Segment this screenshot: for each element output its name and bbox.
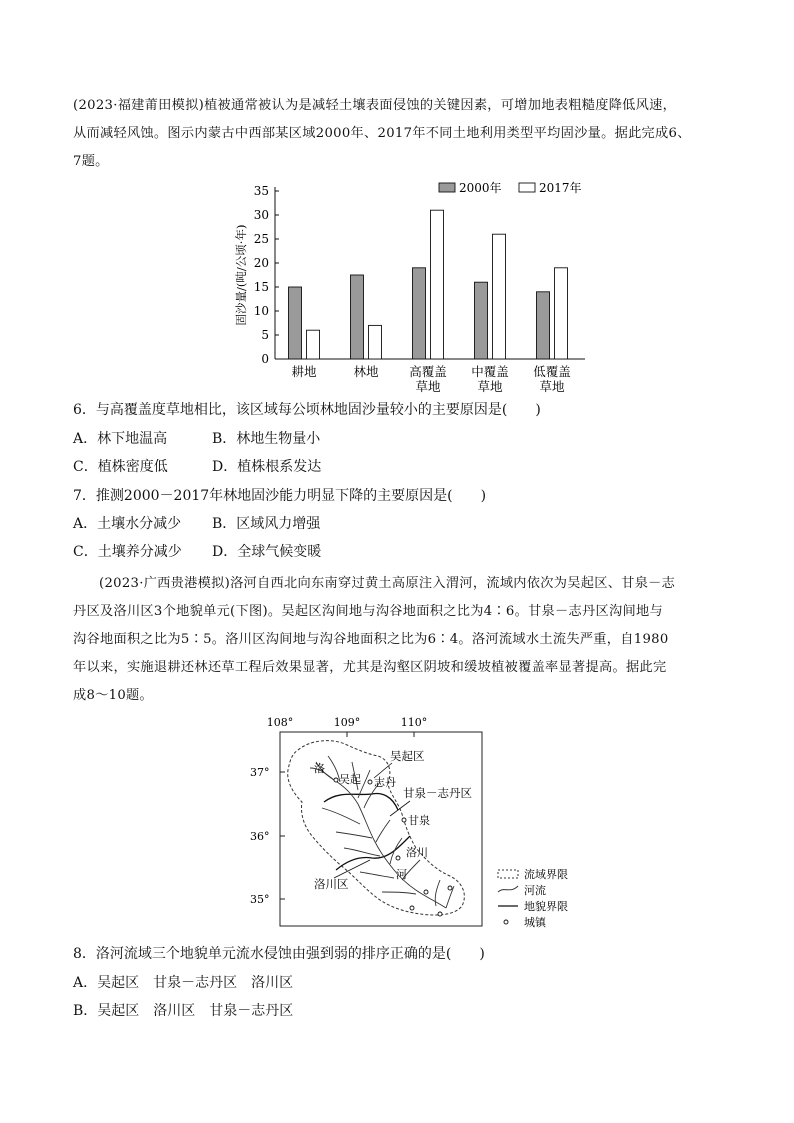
q6-option-c[interactable]: C．植株密度低 (73, 459, 168, 475)
x-tick-label: 低覆盖 (533, 364, 571, 379)
lon-label-108: 108° (266, 716, 294, 729)
x-tick-label: 耕地 (291, 364, 317, 379)
question-7-stem: 7．推测2000－2017年林地固沙能力明显下降的主要原因是( ) (73, 488, 487, 504)
lat-label-36: 36° (250, 830, 270, 843)
bar-2017 (493, 234, 506, 359)
sand-fixation-bar-chart (225, 175, 625, 400)
intro-paragraph-1 (73, 92, 723, 176)
question-8-stem: 8．洛河流域三个地貌单元流水侵蚀由强到弱的排序正确的是( ) (73, 946, 485, 962)
label-zhidan: 志丹 (374, 776, 396, 789)
intro2-line4: 年以来，实施退耕还林还草工程后效果显著，尤其是沟壑区阴坡和缓坡植被覆盖率显著提高。据此完 (73, 660, 667, 675)
legend-river-text: 河流 (524, 884, 546, 897)
legend-label-0: 2000年 (459, 181, 502, 195)
bar-2000 (289, 287, 302, 359)
lat-label-37: 37° (250, 766, 270, 779)
legend-boundary-text: 流域界限 (524, 868, 568, 881)
x-tick-label: 草地 (539, 379, 565, 394)
intro1-line3: 7题。 (73, 154, 109, 169)
bar-2000 (413, 268, 426, 359)
x-tick-label: 林地 (353, 364, 379, 379)
q7-option-d[interactable]: D．全球气候变暖 (212, 544, 322, 560)
legend-boundary-swatch (498, 870, 518, 878)
bar-2000 (537, 292, 550, 359)
intro1-line2: 从而减轻风蚀。图示内蒙古中西部某区域2000年、2017年不同土地利用类型平均固沙量。据此完成6、 (73, 126, 691, 141)
lon-label-109: 109° (333, 716, 361, 729)
legend-river-swatch (498, 886, 518, 892)
y-tick-label: 5 (261, 328, 269, 342)
q7-option-c[interactable]: C．土壤养分减少 (73, 544, 182, 560)
q8-option-b[interactable]: B．吴起区 洛川区 甘泉－志丹区 (73, 1003, 294, 1019)
y-tick-label: 15 (253, 280, 269, 294)
landform-boundary-1 (324, 794, 398, 810)
legend-swatch-0 (439, 183, 455, 192)
bar-2000 (351, 275, 364, 359)
lat-label-35: 35° (250, 893, 270, 906)
q6-option-a[interactable]: A．林下地温高 (73, 431, 168, 447)
map-frame (280, 732, 482, 926)
y-axis-label: 固沙量/(吨/公顷·年) (234, 224, 248, 326)
label-wuqi: 吴起 (339, 773, 361, 786)
map-legend (498, 867, 568, 929)
bar-2017 (555, 268, 568, 359)
y-tick-label: 0 (261, 352, 269, 366)
leader-luochuan (334, 860, 370, 878)
luohe-basin-map (240, 710, 600, 935)
q7-option-b[interactable]: B．区域风力增强 (212, 516, 321, 532)
legend-landform-text: 地貌界限 (524, 900, 568, 913)
landform-boundary-2 (336, 836, 410, 870)
y-tick-label: 10 (253, 304, 269, 318)
x-tick-label: 草地 (477, 379, 503, 394)
x-tick-label: 中覆盖 (471, 364, 509, 379)
q6-option-b[interactable]: B．林地生物量小 (212, 431, 321, 447)
region-label-luochuan: 洛川区 (314, 877, 349, 891)
bar-2017 (431, 210, 444, 359)
legend-town-swatch (504, 920, 508, 924)
label-ganquan: 甘泉 (408, 814, 430, 827)
bar-2017 (307, 330, 320, 359)
legend-town-text: 城镇 (524, 916, 546, 929)
q8-option-a[interactable]: A．吴起区 甘泉－志丹区 洛川区 (73, 975, 294, 991)
intro2-line1: (2023·广西贵港模拟)洛河自西北向东南穿过黄土高原注入渭河，流域内依次为吴起区、甘泉－志 (99, 576, 676, 591)
intro2-line3: 沟谷地面积之比为5∶5。洛川区沟间地与沟谷地面积之比为6∶4。洛河流域水土流失严重，自1980 (73, 632, 669, 647)
lon-label-110: 110° (400, 716, 428, 729)
intro2-line5: 成8～10题。 (73, 688, 154, 703)
leader-ganquan-zhidan (390, 801, 410, 816)
bar-2017 (369, 325, 382, 359)
intro-paragraph-2 (73, 570, 723, 710)
label-he: 河 (396, 868, 407, 881)
y-tick-label: 35 (253, 184, 269, 198)
chart-legend (439, 180, 582, 195)
x-tick-label: 草地 (415, 379, 441, 394)
label-luochuan: 洛川 (406, 846, 428, 859)
q7-option-a[interactable]: A．土壤水分减少 (73, 516, 182, 532)
y-tick-label: 25 (253, 232, 269, 246)
y-tick-label: 20 (253, 256, 269, 270)
legend-swatch-1 (519, 183, 535, 192)
q6-option-d[interactable]: D．植株根系发达 (212, 459, 322, 475)
bar-2000 (475, 282, 488, 359)
intro1-line1: (2023·福建莆田模拟)植被通常被认为是减轻土壤表面侵蚀的关键因素，可增加地表粗糙度降低风速， (73, 98, 677, 113)
legend-label-1: 2017年 (539, 181, 582, 195)
x-tick-label: 高覆盖 (409, 364, 447, 379)
region-label-ganquan-zhidan: 甘泉－志丹区 (403, 786, 472, 800)
y-tick-label: 30 (253, 208, 269, 222)
intro2-line2: 丹区及洛川区3个地貌单元(下图)。吴起区沟间地与沟谷地面积之比为4∶6。甘泉－志丹区沟间地与 (73, 604, 663, 619)
question-6-stem: 6．与高覆盖度草地相比，该区域每公顷林地固沙量较小的主要原因是( ) (73, 402, 541, 418)
region-label-wuqi: 吴起区 (390, 749, 425, 763)
label-luo: 洛 (314, 762, 325, 775)
